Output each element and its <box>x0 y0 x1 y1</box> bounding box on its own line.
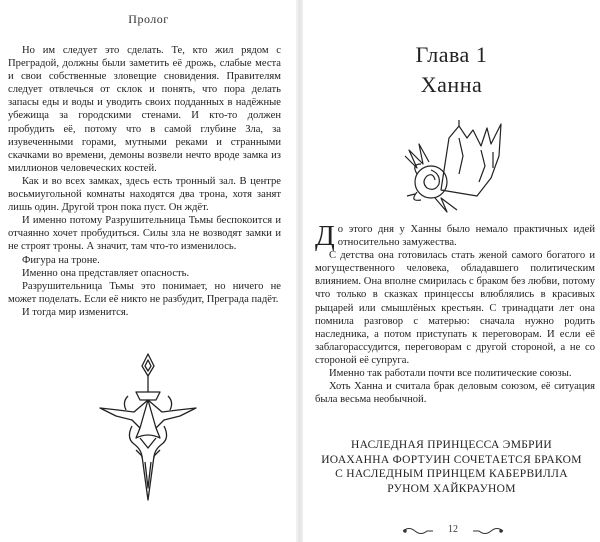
paragraph: Но им следует это сделать. Те, кто жил рядом с Преградой, должны были заметить её дрожь, слабые места и свои собственные зловещие сновидения. Правителям следует отвлечься от склок и понять, что пора делать запасы еды и воды и уводить своих подданных в надёжные убежища за городскими стенами. И кто-то должен пробудить её, потому что в самой глубине Зла, за изувеченными горами, мутными реками и странными скачками во времени, демоны возвели нечто вроде замка из миллионов человеческих костей. <box>8 45 281 174</box>
left-page <box>0 0 297 542</box>
paragraph: Именно она представляет опасность. <box>22 267 190 279</box>
paragraph: Как и во всех замках, здесь есть тронный зал. В центре восьмиугольной комнаты находятся два трона, хотя занят лишь один. Другой трон пока пуст. Он ждёт. <box>8 175 281 214</box>
drop-cap: Д <box>315 220 335 252</box>
first-paragraph <box>315 220 595 252</box>
announcement-line: НАСЛЕДНАЯ ПРИНЦЕССА ЭМБРИИ <box>350 439 553 451</box>
paragraph: Именно так работали почти все политические союзы. <box>329 368 572 380</box>
prologue-text <box>8 44 281 319</box>
first-paragraph-text: о этого дня у Ханны было немало практичных идей относительно замужества. <box>337 224 595 249</box>
chapter-heading <box>303 40 600 100</box>
chapter-label: Глава 1 <box>415 42 488 67</box>
wedding-announcement <box>303 438 600 496</box>
announcement-line: ИОАХАННА ФОРТУИН СОЧЕТАЕТСЯ БРАКОМ <box>321 453 582 466</box>
page-number: 12 <box>448 524 458 535</box>
sword-ornament-icon <box>96 352 200 502</box>
paragraph: Разрушительница Тьмы это понимает, но ничего не может поделать. Если её никто не разбудит, Преграда падёт. <box>8 280 281 305</box>
crown-rose-ornament-icon <box>401 116 511 216</box>
paragraph: И именно потому Разрушительница Тьмы беспокоится и отчаянно хочет пробудиться. Силы зла не возводят замки и не строят троны. А значит, там что-то изменилось. <box>8 215 281 253</box>
paragraph: Фигура на троне. <box>22 254 100 266</box>
chapter-title: Ханна <box>420 72 483 97</box>
paragraph: С детства она готовилась стать женой самого богатого и могущественного человека, обладавшего политическим влиянием. Она вполне смирилась с браком без любви, потому что только в сказках принцессы влюблялись в красивых рыцарей или смышлёных крестьян. С тринадцати лет она помнила разговор с матерью: сначала нужно родить наследника, а потом приступать к переговорам. И если её заблагорассудится, переговорам с другой стороной, а не со стороной её супруга. <box>315 250 595 366</box>
announcement-line: РУНОМ ХАЙКРАУНОМ <box>387 482 516 495</box>
paragraph: Хоть Ханна и считала брак деловым союзом, её ситуация была весьма необычной. <box>315 381 595 406</box>
folio-flourish-right-icon <box>471 526 505 536</box>
chapter-text <box>315 220 595 406</box>
running-head: Пролог <box>128 12 169 26</box>
announcement-line: С НАСЛЕДНЫМ ПРИНЦЕМ КАБЕРВИЛЛА <box>335 468 568 480</box>
folio-flourish-left-icon <box>401 526 435 536</box>
paragraph: И тогда мир изменится. <box>22 306 129 318</box>
right-page <box>303 0 600 542</box>
